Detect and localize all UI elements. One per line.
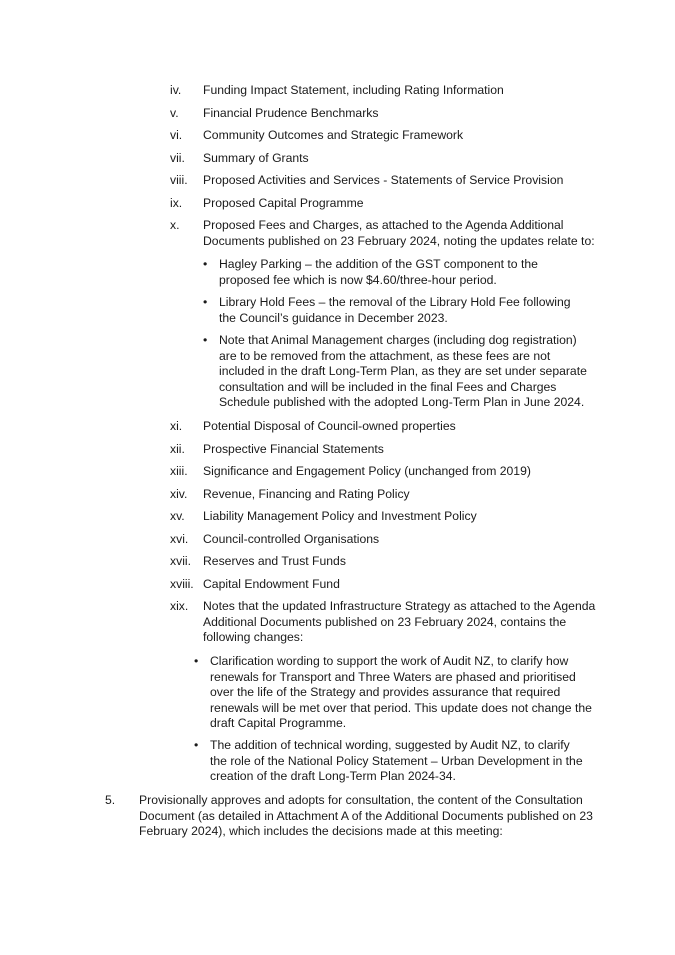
item-number: xii. <box>170 442 185 456</box>
item-text: Proposed Fees and Charges, as attached to the Agenda Additional Documents published on 23 February 2024, noting the updates relate to: <box>203 218 595 248</box>
item-number: xvii. <box>170 554 191 568</box>
item-number: xi. <box>170 419 183 433</box>
item-text: Council-controlled Organisations <box>203 532 380 546</box>
bullet-text: Hagley Parking – the addition of the GST component to the proposed fee which is now $4.60/three-hour period. <box>219 257 538 287</box>
item-number: 5. <box>105 793 116 807</box>
item-text: Potential Disposal of Council-owned properties <box>203 419 456 433</box>
item-text: Liability Management Policy and Investment Policy <box>203 509 477 523</box>
item-text: Reserves and Trust Funds <box>203 554 346 568</box>
item-number: iv. <box>170 83 182 97</box>
item-number: xviii. <box>170 577 194 591</box>
item-text: Summary of Grants <box>203 151 309 165</box>
item-text: Proposed Capital Programme <box>203 196 364 210</box>
item-text: Prospective Financial Statements <box>203 442 384 456</box>
bullet-text: Note that Animal Management charges (including dog registration) are to be removed from the attachment, as these fees are not included in the draft Long-Term Plan, as they are set under separate consultation and will be included in the final Fees and Charges Schedule published with the adopted Long-Term Plan in June 2024. <box>219 333 587 409</box>
item-number: xix. <box>170 599 189 613</box>
item-number: vi. <box>170 128 183 142</box>
item-text: Funding Impact Statement, including Rating Information <box>203 83 504 97</box>
bullet-icon: • <box>203 295 208 309</box>
item-text: Financial Prudence Benchmarks <box>203 106 379 120</box>
item-number: xv. <box>170 509 185 523</box>
item-number: ix. <box>170 196 183 210</box>
item-number: viii. <box>170 173 188 187</box>
bullet-text: Clarification wording to support the work of Audit NZ, to clarify how renewals for Transport and Three Waters are phased and prioritised over the life of the Strategy and provides assurance that required renewals will be met over that period. This update does not change the draft Capital Programme. <box>210 654 592 730</box>
bullet-icon: • <box>203 257 208 271</box>
item-number: x. <box>170 218 180 232</box>
bullet-text: Library Hold Fees – the removal of the Library Hold Fee following the Council’s guidance in December 2023. <box>219 295 571 325</box>
bullet-icon: • <box>194 738 199 752</box>
bullet-text: The addition of technical wording, suggested by Audit NZ, to clarify the role of the National Policy Statement – Urban Development in the creation of the draft Long-Term Plan 2024-34. <box>210 738 583 783</box>
item-text: Provisionally approves and adopts for consultation, the content of the Consultation Document (as detailed in Attachment A of the Additional Documents published on 23 February 2024), which includes the decisions made at this meeting: <box>139 793 593 838</box>
item-number: xiii. <box>170 464 188 478</box>
item-text: Significance and Engagement Policy (unchanged from 2019) <box>203 464 531 478</box>
item-text: Capital Endowment Fund <box>203 577 340 591</box>
item-text: Notes that the updated Infrastructure Strategy as attached to the Agenda Additional Documents published on 23 February 2024, contains the following changes: <box>203 599 596 644</box>
item-number: v. <box>170 106 179 120</box>
item-text: Community Outcomes and Strategic Framework <box>203 128 464 142</box>
item-number: vii. <box>170 151 185 165</box>
item-number: xiv. <box>170 487 188 501</box>
bullet-icon: • <box>194 654 199 668</box>
item-number: xvi. <box>170 532 189 546</box>
item-text: Revenue, Financing and Rating Policy <box>203 487 410 501</box>
bullet-icon: • <box>203 333 208 347</box>
item-text: Proposed Activities and Services - Statements of Service Provision <box>203 173 564 187</box>
